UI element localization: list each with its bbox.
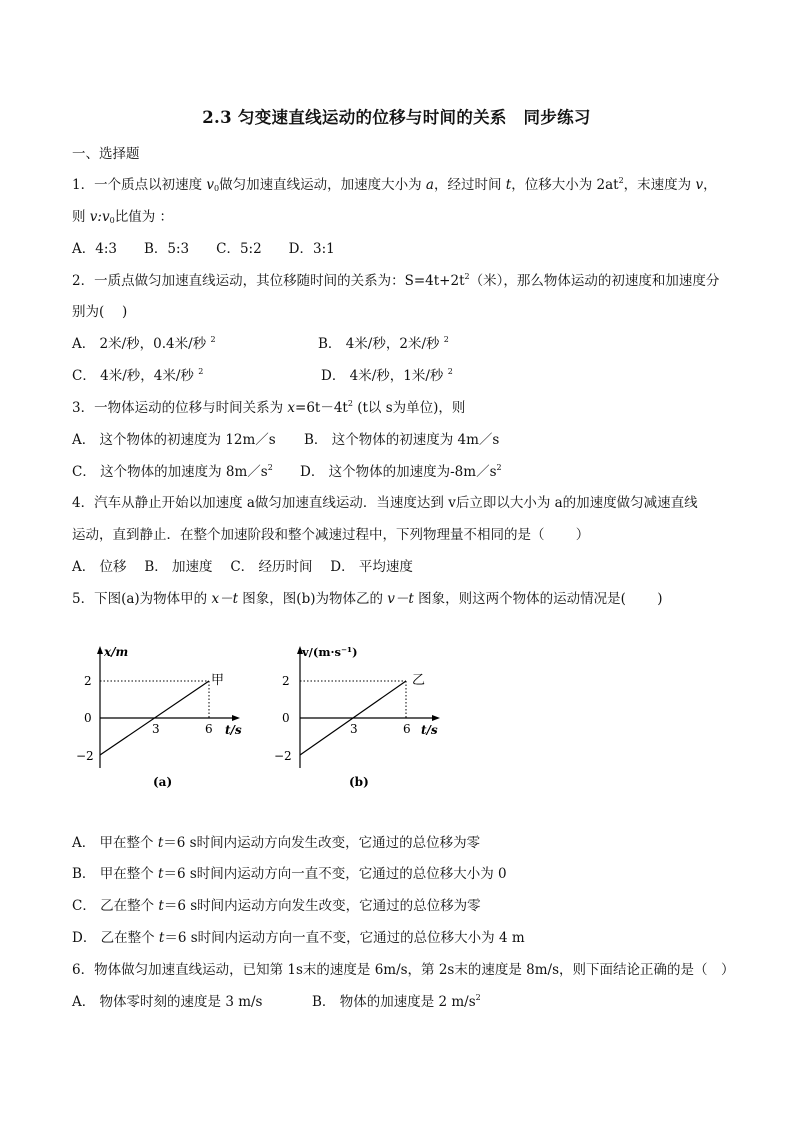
q2-option-a: A． 2米/秒，0.4米/秒 $^2$ bbox=[72, 335, 216, 352]
q6-option-a: A． 物体零时刻的速度是 3 m/s bbox=[72, 994, 263, 1010]
q2-stem-line1: 2．一质点做匀加速直线运动，其位移随时间的关系为：$S=4t+2t^2$（米），那么物体运动的初速度和加速度分 bbox=[72, 272, 720, 289]
q3-stem: 3．一物体运动的位移与时间关系为 $x=6t-4t^2$ (t以 s为单位)，则 bbox=[72, 399, 466, 416]
q5-option-a: A． 甲在整个 t＝6 s时间内运动方向发生改变，它通过的总位移为零 bbox=[72, 835, 481, 851]
q3-option-a: A． 这个物体的初速度为 12m／s bbox=[72, 432, 276, 448]
q2-stem-line2: 别为( ) bbox=[72, 304, 128, 320]
q4-stem-line1: 4．汽车从静止开始以加速度 a做匀加速直线运动．当速度达到 v后立即以大小为 a的加速度做匀减速直线 bbox=[72, 495, 698, 511]
q2-option-d: D． 4米/秒，1米/秒 $^2$ bbox=[321, 367, 453, 384]
graph-a-y-arrow bbox=[97, 646, 103, 654]
q4-options: A． 位移 B． 加速度 C． 经历时间 D． 平均速度 bbox=[72, 559, 413, 575]
graph-a-xlabel: t/s bbox=[225, 723, 242, 737]
graph-a-ytick-0: 0 bbox=[84, 711, 92, 725]
graph-a bbox=[70, 638, 260, 798]
section-heading: 一、选择题 bbox=[72, 146, 140, 162]
graph-b-ytick-2: 2 bbox=[282, 674, 290, 688]
graph-a-xtick-3: 3 bbox=[152, 722, 160, 736]
graph-b-xtick-6: 6 bbox=[403, 722, 411, 736]
q2-option-c: C． 4米/秒，4米/秒 $^2$ bbox=[72, 367, 204, 384]
graph-a-caption: (a) bbox=[153, 775, 173, 789]
graph-a-ytick-2: 2 bbox=[84, 674, 92, 688]
q6-stem: 6．物体做匀加速直线运动，已知第 1s末的速度是 6m/s，第 2s末的速度是 8m/s，则下面结论正确的是（ ） bbox=[72, 962, 735, 978]
graph-a-ylabel: x/m bbox=[104, 645, 129, 659]
graph-b-series-label: 乙 bbox=[412, 673, 426, 688]
q3-option-d: D． 这个物体的加速度为$-8m/s^2$ bbox=[300, 463, 502, 480]
graph-a-x-arrow bbox=[232, 715, 240, 721]
q1-stem-line1: 1．一个质点以初速度 $v_0$做匀加速直线运动，加速度大小为 a，经过时间 t，位移大小为 $2at^2$，末速度为 v， bbox=[72, 176, 717, 193]
q6-option-b: B． 物体的加速度是 2 $m/s^2$ bbox=[312, 993, 481, 1010]
graph-b-caption: (b) bbox=[349, 775, 369, 789]
q1-options: A．4:3 B．5:3 C．5:2 D．3:1 bbox=[72, 241, 335, 257]
q5-option-c: C． 乙在整个 t＝6 s时间内运动方向发生改变，它通过的总位移为零 bbox=[72, 898, 481, 914]
graph-a-ytick-neg2: −2 bbox=[76, 749, 94, 763]
q5-option-b: B． 甲在整个 t＝6 s时间内运动方向一直不变，它通过的总位移大小为 0 bbox=[72, 866, 507, 882]
q4-stem-line2: 运动，直到静止．在整个加速阶段和整个减速过程中，下列物理量不相同的是（ ） bbox=[72, 527, 590, 543]
q5-stem: 5．下图(a)为物体甲的 x－t 图象，图(b)为物体乙的 v－t 图象，则这两个物体的运动情况是( ) bbox=[72, 591, 663, 607]
q5-option-d: D． 乙在整个 t＝6 s时间内运动方向一直不变，它通过的总位移大小为 4 m bbox=[72, 930, 525, 946]
page-title: 2.3 匀变速直线运动的位移与时间的关系 同步练习 bbox=[202, 108, 591, 127]
q2-option-b: B． 4米/秒，2米/秒 $^2$ bbox=[318, 335, 449, 352]
graph-b-ylabel: v/(m·s⁻¹) bbox=[302, 645, 358, 659]
q3-option-c: C． 这个物体的加速度为 $8m/s^2$ bbox=[72, 463, 273, 480]
graph-b-ytick-neg2: −2 bbox=[274, 749, 292, 763]
graph-a-series-label: 甲 bbox=[211, 673, 225, 688]
graph-a-xtick-6: 6 bbox=[205, 722, 213, 736]
graph-b bbox=[270, 638, 460, 798]
q3-option-b: B． 这个物体的初速度为 4m／s bbox=[304, 432, 500, 448]
graph-b-ytick-0: 0 bbox=[282, 711, 290, 725]
graph-b-xlabel: t/s bbox=[421, 723, 438, 737]
graph-b-x-arrow bbox=[432, 715, 440, 721]
q1-stem-line2: 则 $v:v_0$比值为 ： bbox=[72, 209, 173, 225]
graph-b-xtick-3: 3 bbox=[350, 722, 358, 736]
